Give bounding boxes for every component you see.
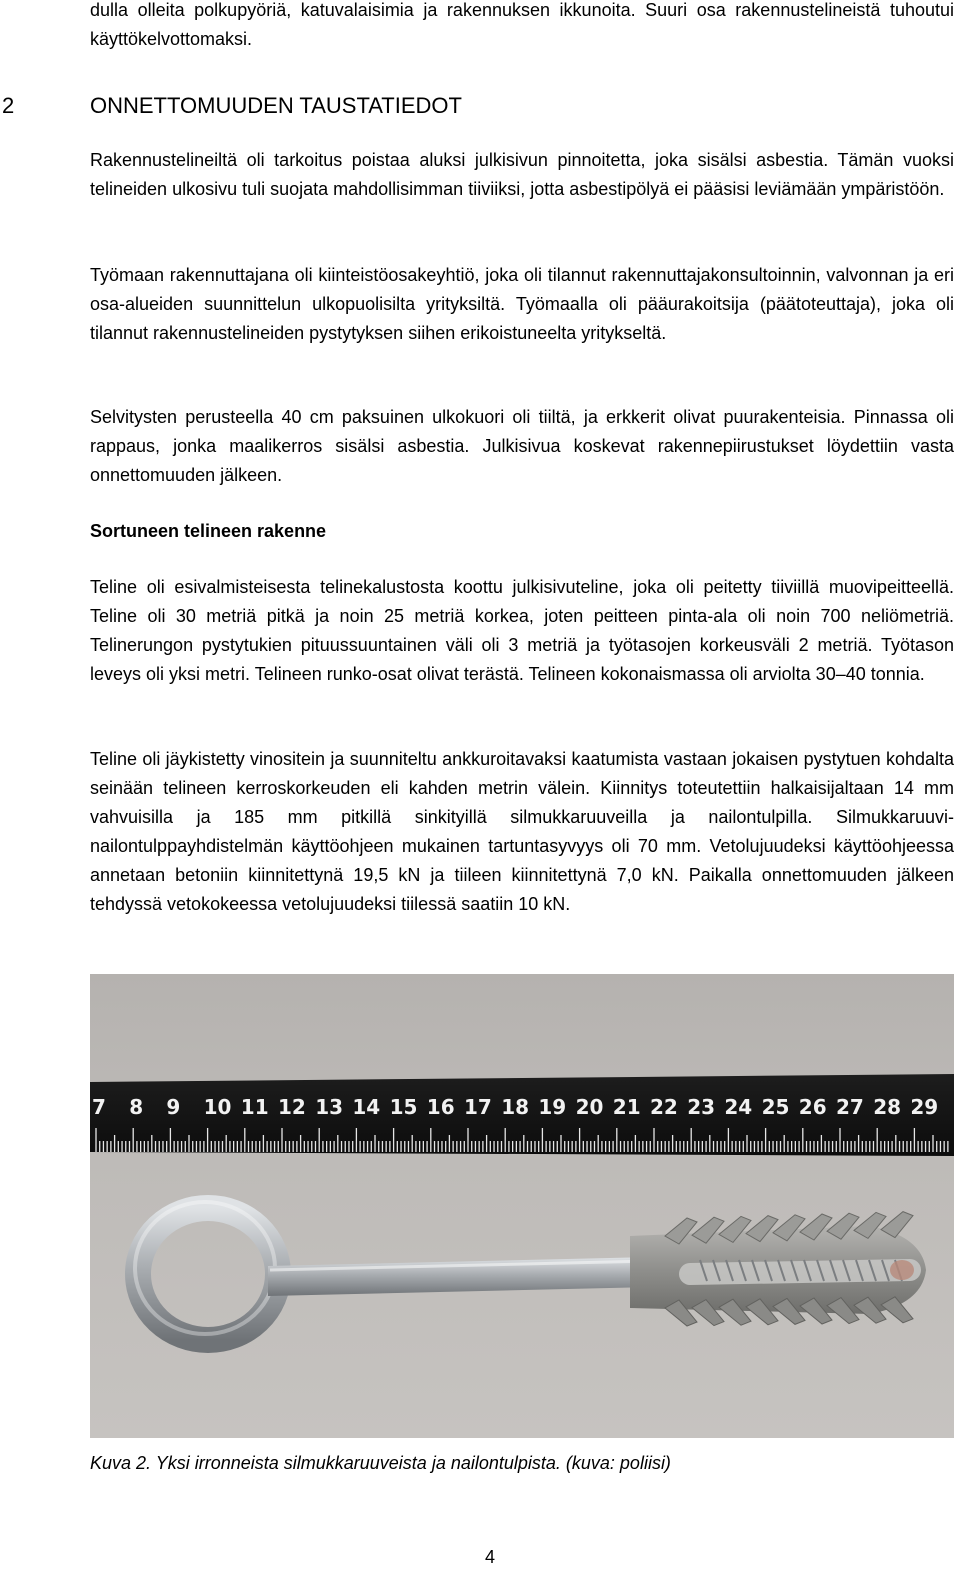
- ruler-number: 12: [278, 1095, 306, 1119]
- ruler-number: 16: [426, 1095, 455, 1119]
- ruler-number: 7: [92, 1095, 106, 1119]
- ruler-number: 24: [724, 1095, 753, 1119]
- figure-caption: Kuva 2. Yksi irronneista silmukkaruuveista ja nailontulpista. (kuva: poliisi): [90, 1453, 671, 1473]
- section-title: ONNETTOMUUDEN TAUSTATIEDOT: [90, 93, 462, 118]
- section-number: 2: [2, 93, 15, 118]
- paragraph-developer: Työmaan rakennuttajana oli kiinteistöosakeyhtiö, joka oli tilannut rakennuttajakonsultoinnin, valvonnan ja eri osa-alueiden suunnittelun ulkopuolisilta yrityksiltä. Työmaalla oli pääurakoitsija (päätoteuttaja), joka oli tilannut rakennustelineiden pystytyksen siihen erikoistuneelta yritykseltä.: [90, 265, 954, 343]
- ruler-number: 29: [910, 1095, 939, 1119]
- ruler-number: 10: [203, 1095, 232, 1119]
- eye-bolt-photo: [90, 974, 954, 1438]
- ruler-number: 15: [389, 1095, 418, 1119]
- page-number: 4: [484, 1547, 495, 1567]
- ruler-number: 19: [538, 1095, 567, 1119]
- paragraph-intro-continuation: dulla olleita polkupyöriä, katuvalaisimia ja rakennuksen ikkunoita. Suuri osa rakennustelineistä tuhoutui käyttökelvottomaksi.: [90, 0, 954, 49]
- ruler-number: 20: [575, 1095, 604, 1119]
- ruler-number: 18: [501, 1095, 530, 1119]
- measuring-ruler: [90, 1074, 954, 1156]
- ruler-number: 11: [240, 1095, 269, 1119]
- paragraph-anchoring: Teline oli jäykistetty vinositein ja suunniteltu ankkuroitavaksi kaatumista vastaan jokaisen pystytuen kohdalta seinään telineen kerroskorkeuden eli kahden metrin välein. Kiinnitys toteutettiin halkaisijaltaan 14 mm vahvuisilla ja 185 mm pitkillä sinkityillä silmukkaruuveilla ja nailontulpilla. Silmukkaruuvi-nailontulppayhdistelmän käyttöohjeen mukainen tartuntasyvyys oli 70 mm. Vetolujuudeksi käyttöohjeessa annetaan betoniin kiinnitettynä 19,5 kN ja tiileen kiinnitettynä 7,0 kN. Paikalla onnettomuuden jälkeen tehdyssä vetokokeessa vetolujuudeksi tiilessä saatiin 10 kN.: [90, 749, 954, 914]
- paragraph-asbestos: Rakennustelineiltä oli tarkoitus poistaa aluksi julkisivun pinnoitetta, joka sisälsi asbestia. Tämän vuoksi telineiden ulkosivu tuli suojata mahdollisimman tiiviiksi, jotta asbestipölyä ei pääsisi leviämään ympäristöön.: [90, 150, 954, 199]
- ruler-number: 28: [873, 1095, 902, 1119]
- ruler-number: 13: [315, 1095, 344, 1119]
- subheading-collapsed-scaffold: Sortuneen telineen rakenne: [90, 521, 327, 541]
- ruler-number: 8: [129, 1095, 144, 1119]
- paragraph-scaffold-structure: Teline oli esivalmisteisesta telinekalustosta koottu julkisivuteline, joka oli peitetty tiiviillä muovipeitteellä. Teline oli 30 metriä pitkä ja noin 25 metriä korkea, joten peitteen pinta-ala oli noin 700 neliömetriä. Telinerungon pystytukien pituussuuntainen väli oli 3 metriä ja työtasojen korkeusväli 2 metriä. Työtason leveys oli yksi metri. Telineen runko-osat olivat terästä. Telineen kokonaismassa oli arviolta 30–40 tonnia.: [90, 577, 954, 684]
- nylon-plug: [630, 1212, 926, 1326]
- ruler-number: 26: [798, 1095, 827, 1119]
- paragraph-facade: Selvitysten perusteella 40 cm paksuinen ulkokuori oli tiiltä, ja erkkerit olivat puurakenteisia. Pinnassa oli rappaus, jonka maalikerros sisälsi asbestia. Julkisivua koskevat rakennepiirustukset löydettiin vasta onnettomuuden jälkeen.: [90, 407, 954, 485]
- section-heading: [0, 88, 960, 124]
- eye-bolt: [135, 1202, 650, 1340]
- ruler-number: 23: [687, 1095, 716, 1119]
- ruler-number: 27: [836, 1095, 864, 1119]
- eye-bolt-with-nylon-plug-icon: [90, 974, 954, 1438]
- ruler-number: 25: [761, 1095, 790, 1119]
- ruler-number: 17: [464, 1095, 492, 1119]
- ruler-number: 9: [166, 1095, 181, 1119]
- ruler-number: 21: [612, 1095, 641, 1119]
- ruler-number: 22: [650, 1095, 678, 1119]
- ruler-number: 14: [352, 1095, 381, 1119]
